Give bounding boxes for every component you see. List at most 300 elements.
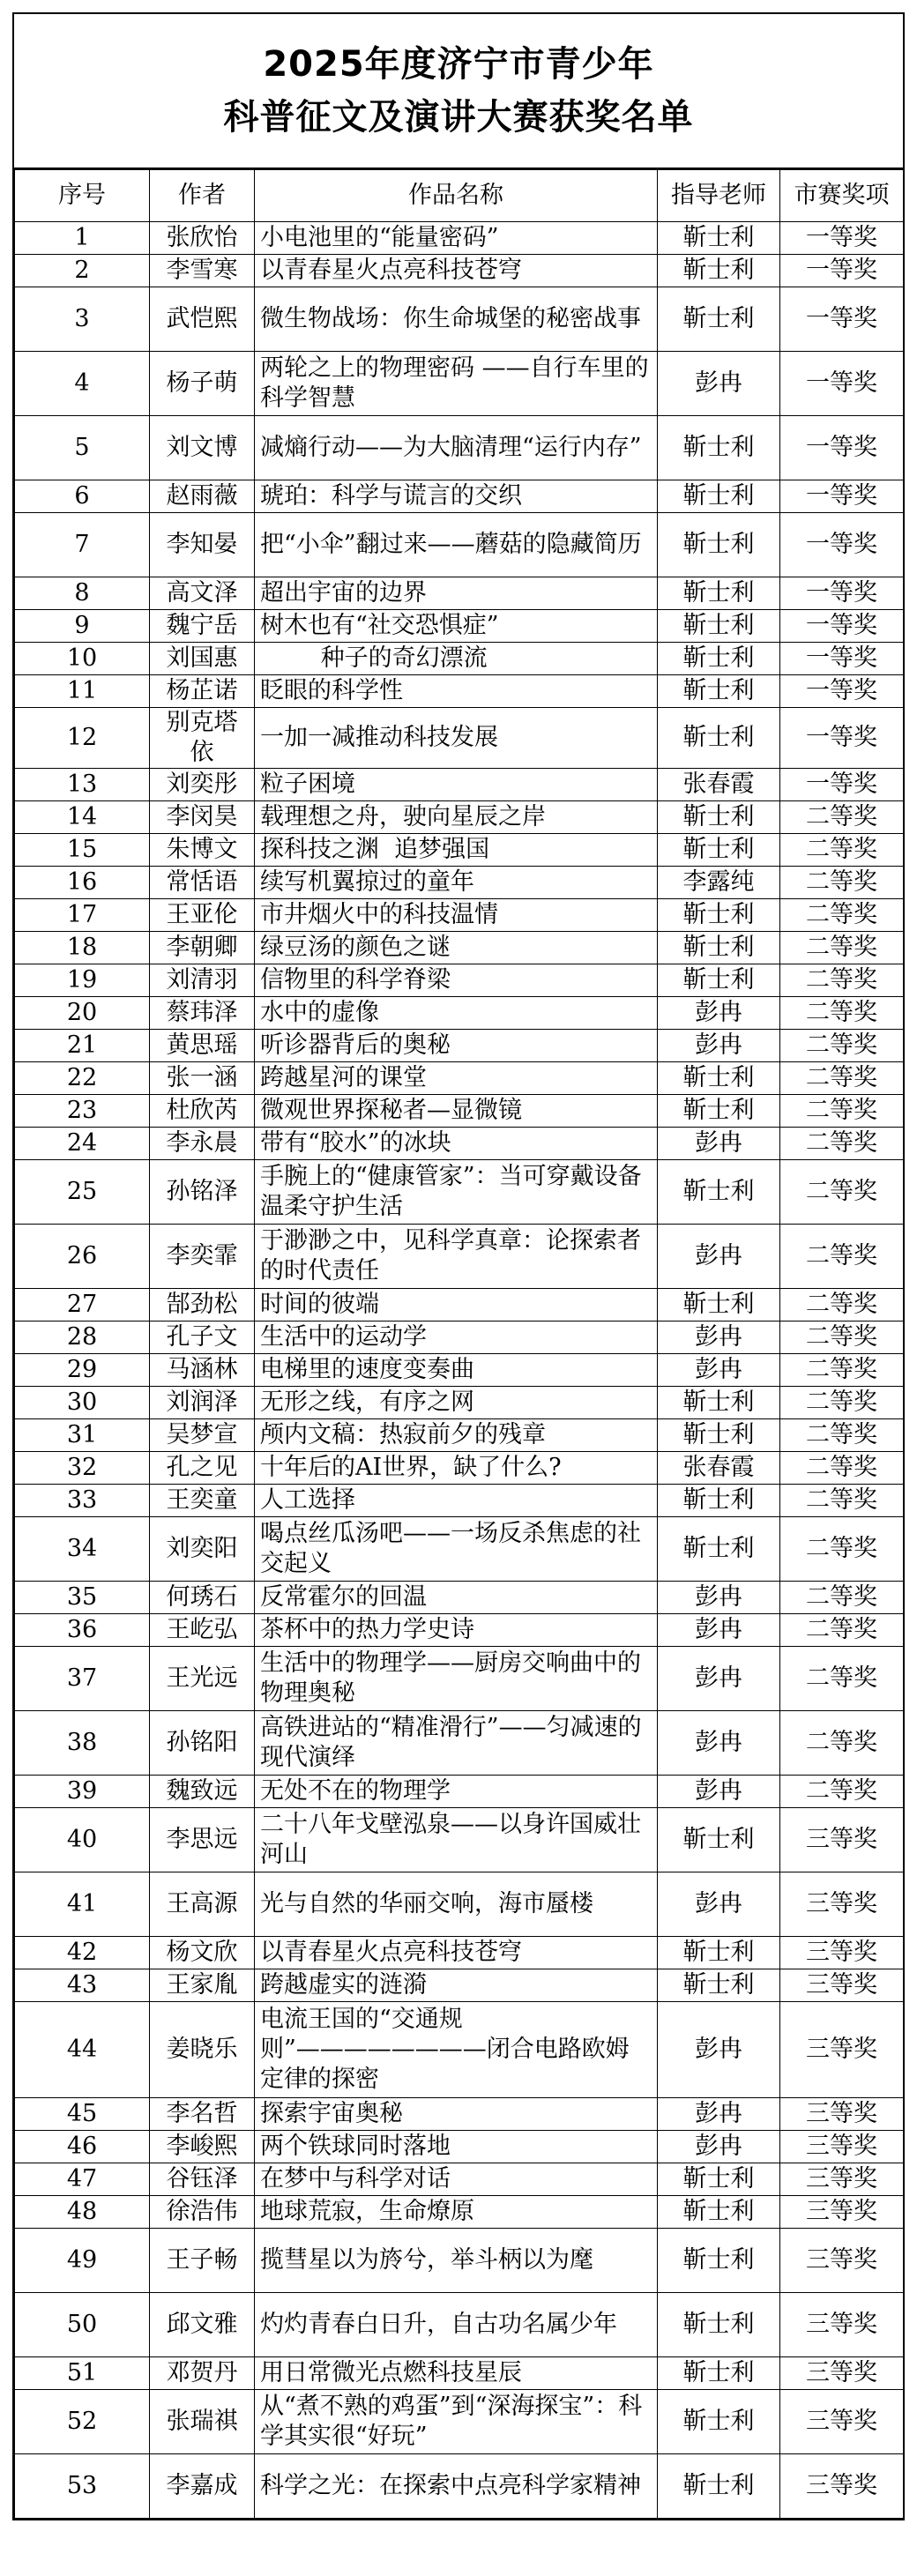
cell-author: 王亚伦 xyxy=(150,899,255,932)
cell-work-title: 电流王国的“交通规则”————————闭合电路欧姆定律的探密 xyxy=(255,2002,658,2098)
cell-author: 李朝卿 xyxy=(150,932,255,964)
cell-award: 二等奖 xyxy=(780,1289,904,1322)
cell-number: 22 xyxy=(15,1062,150,1095)
table-row xyxy=(15,2196,904,2229)
cell-author: 高文泽 xyxy=(150,577,255,610)
cell-work-title: 眨眼的科学性 xyxy=(255,675,658,708)
cell-number: 53 xyxy=(15,2454,150,2519)
cell-author: 刘国惠 xyxy=(150,643,255,675)
cell-number: 30 xyxy=(15,1387,150,1419)
cell-work-title: 高铁进站的“精准滑行”——匀减速的现代演绎 xyxy=(255,1711,658,1776)
cell-number: 51 xyxy=(15,2357,150,2390)
table-row xyxy=(15,1614,904,1647)
cell-award: 二等奖 xyxy=(780,1517,904,1582)
cell-advisor: 彭冉 xyxy=(658,1647,780,1711)
cell-work-title: 绿豆汤的颜色之谜 xyxy=(255,932,658,964)
table-row xyxy=(15,1225,904,1289)
cell-advisor: 靳士利 xyxy=(658,222,780,255)
cell-award: 三等奖 xyxy=(780,1937,904,1969)
table-row xyxy=(15,1776,904,1808)
cell-advisor: 彭冉 xyxy=(658,2098,780,2131)
table-row xyxy=(15,899,904,932)
cell-advisor: 李露纯 xyxy=(658,867,780,899)
cell-award: 一等奖 xyxy=(780,416,904,480)
cell-number: 15 xyxy=(15,834,150,867)
cell-work-title: 光与自然的华丽交响，海市蜃楼 xyxy=(255,1872,658,1937)
cell-work-title: 无形之线，有序之网 xyxy=(255,1387,658,1419)
cell-advisor: 靳士利 xyxy=(658,2229,780,2293)
cell-author: 王奕童 xyxy=(150,1485,255,1517)
cell-advisor: 彭冉 xyxy=(658,1225,780,1289)
cell-advisor: 彭冉 xyxy=(658,997,780,1030)
cell-advisor: 靳士利 xyxy=(658,2163,780,2196)
cell-work-title: 反常霍尔的回温 xyxy=(255,1582,658,1614)
cell-advisor: 靳士利 xyxy=(658,1485,780,1517)
cell-award: 三等奖 xyxy=(780,1969,904,2002)
cell-award: 一等奖 xyxy=(780,513,904,577)
table-row xyxy=(15,513,904,577)
cell-advisor: 靳士利 xyxy=(658,643,780,675)
table-row xyxy=(15,2357,904,2390)
cell-work-title: 科学之光：在探索中点亮科学家精神 xyxy=(255,2454,658,2519)
cell-award: 二等奖 xyxy=(780,801,904,834)
cell-award: 一等奖 xyxy=(780,255,904,287)
cell-author: 刘清羽 xyxy=(150,964,255,997)
cell-work-title: 探索宇宙奥秘 xyxy=(255,2098,658,2131)
cell-award: 三等奖 xyxy=(780,1808,904,1872)
cell-advisor: 靳士利 xyxy=(658,964,780,997)
cell-work-title: 带有“胶水”的冰块 xyxy=(255,1128,658,1160)
cell-award: 二等奖 xyxy=(780,1095,904,1128)
cell-advisor: 靳士利 xyxy=(658,899,780,932)
cell-award: 一等奖 xyxy=(780,610,904,643)
cell-advisor: 靳士利 xyxy=(658,1419,780,1452)
cell-work-title: 种子的奇幻漂流 xyxy=(255,643,658,675)
cell-number: 17 xyxy=(15,899,150,932)
cell-work-title: 用日常微光点燃科技星辰 xyxy=(255,2357,658,2390)
cell-work-title: 以青春星火点亮科技苍穹 xyxy=(255,255,658,287)
table-row xyxy=(15,1808,904,1872)
table-row xyxy=(15,480,904,513)
cell-number: 14 xyxy=(15,801,150,834)
cell-author: 王家胤 xyxy=(150,1969,255,2002)
cell-author: 邓贺丹 xyxy=(150,2357,255,2390)
cell-advisor: 张春霞 xyxy=(658,769,780,801)
cell-work-title: 两个铁球同时落地 xyxy=(255,2131,658,2163)
cell-award: 一等奖 xyxy=(780,480,904,513)
cell-award: 三等奖 xyxy=(780,2229,904,2293)
table-row xyxy=(15,2163,904,2196)
cell-advisor: 靳士利 xyxy=(658,2390,780,2454)
cell-number: 1 xyxy=(15,222,150,255)
cell-award: 二等奖 xyxy=(780,1647,904,1711)
cell-advisor: 靳士利 xyxy=(658,932,780,964)
cell-award: 二等奖 xyxy=(780,964,904,997)
title-line-2: 科普征文及演讲大赛获奖名单 xyxy=(223,97,694,138)
cell-number: 37 xyxy=(15,1647,150,1711)
table-row xyxy=(15,964,904,997)
cell-work-title: 从“煮不熟的鸡蛋”到“深海探宝”：科学其实很“好玩” xyxy=(255,2390,658,2454)
cell-award: 一等奖 xyxy=(780,643,904,675)
cell-work-title: 市井烟火中的科技温情 xyxy=(255,899,658,932)
cell-award: 二等奖 xyxy=(780,932,904,964)
cell-work-title: 茶杯中的热力学史诗 xyxy=(255,1614,658,1647)
cell-advisor: 彭冉 xyxy=(658,1030,780,1062)
cell-award: 一等奖 xyxy=(780,708,904,769)
cell-author: 王屹弘 xyxy=(150,1614,255,1647)
cell-work-title: 听诊器背后的奥秘 xyxy=(255,1030,658,1062)
cell-work-title: 十年后的AI世界，缺了什么? xyxy=(255,1452,658,1485)
table-row xyxy=(15,1354,904,1387)
table-row xyxy=(15,867,904,899)
cell-award: 二等奖 xyxy=(780,899,904,932)
cell-award: 二等奖 xyxy=(780,1030,904,1062)
cell-advisor: 靳士利 xyxy=(658,416,780,480)
cell-work-title: 揽彗星以为旍兮，举斗柄以为麾 xyxy=(255,2229,658,2293)
cell-author: 魏致远 xyxy=(150,1776,255,1808)
cell-work-title: 无处不在的物理学 xyxy=(255,1776,658,1808)
cell-work-title: 二十八年戈壁泓泉——以身许国威壮河山 xyxy=(255,1808,658,1872)
cell-author: 姜晓乐 xyxy=(150,2002,255,2098)
cell-author: 武恺熙 xyxy=(150,287,255,352)
title-line-1: 2025年度济宁市青少年 xyxy=(263,44,654,85)
cell-number: 6 xyxy=(15,480,150,513)
cell-work-title: 电梯里的速度变奏曲 xyxy=(255,1354,658,1387)
cell-advisor: 靳士利 xyxy=(658,1937,780,1969)
cell-number: 45 xyxy=(15,2098,150,2131)
cell-work-title: 手腕上的“健康管家”：当可穿戴设备温柔守护生活 xyxy=(255,1160,658,1225)
cell-advisor: 彭冉 xyxy=(658,1128,780,1160)
cell-award: 三等奖 xyxy=(780,2163,904,2196)
cell-advisor: 靳士利 xyxy=(658,1160,780,1225)
table-row xyxy=(15,1485,904,1517)
table-row xyxy=(15,1582,904,1614)
cell-author: 黄思瑶 xyxy=(150,1030,255,1062)
cell-advisor: 靳士利 xyxy=(658,2196,780,2229)
award-table-body xyxy=(15,222,904,2519)
table-row xyxy=(15,675,904,708)
cell-advisor: 靳士利 xyxy=(658,801,780,834)
cell-advisor: 彭冉 xyxy=(658,1354,780,1387)
table-row xyxy=(15,1969,904,2002)
cell-award: 三等奖 xyxy=(780,2131,904,2163)
cell-number: 47 xyxy=(15,2163,150,2196)
cell-author: 李嘉成 xyxy=(150,2454,255,2519)
cell-work-title: 两轮之上的物理密码 ——自行车里的科学智慧 xyxy=(255,352,658,416)
cell-number: 36 xyxy=(15,1614,150,1647)
cell-award: 二等奖 xyxy=(780,1614,904,1647)
cell-work-title: 小电池里的“能量密码” xyxy=(255,222,658,255)
cell-number: 48 xyxy=(15,2196,150,2229)
cell-number: 29 xyxy=(15,1354,150,1387)
cell-work-title: 在梦中与科学对话 xyxy=(255,2163,658,2196)
table-row xyxy=(15,1452,904,1485)
cell-number: 12 xyxy=(15,708,150,769)
cell-work-title: 水中的虚像 xyxy=(255,997,658,1030)
table-row xyxy=(15,801,904,834)
cell-number: 46 xyxy=(15,2131,150,2163)
table-row xyxy=(15,416,904,480)
cell-author: 李雪寒 xyxy=(150,255,255,287)
cell-work-title: 喝点丝瓜汤吧——一场反杀焦虑的社交起义 xyxy=(255,1517,658,1582)
cell-author: 刘奕阳 xyxy=(150,1517,255,1582)
header-author: 作者 xyxy=(150,170,255,222)
cell-number: 20 xyxy=(15,997,150,1030)
cell-author: 李思远 xyxy=(150,1808,255,1872)
cell-award: 二等奖 xyxy=(780,1128,904,1160)
cell-advisor: 靳士利 xyxy=(658,2357,780,2390)
table-row xyxy=(15,255,904,287)
cell-award: 二等奖 xyxy=(780,1387,904,1419)
cell-number: 11 xyxy=(15,675,150,708)
cell-number: 35 xyxy=(15,1582,150,1614)
cell-number: 27 xyxy=(15,1289,150,1322)
cell-work-title: 以青春星火点亮科技苍穹 xyxy=(255,1937,658,1969)
cell-work-title: 树木也有“社交恐惧症” xyxy=(255,610,658,643)
cell-author: 吴梦宣 xyxy=(150,1419,255,1452)
table-row xyxy=(15,643,904,675)
cell-work-title: 跨越虚实的涟漪 xyxy=(255,1969,658,2002)
cell-advisor: 靳士利 xyxy=(658,480,780,513)
cell-award: 二等奖 xyxy=(780,1322,904,1354)
header-award: 市赛奖项 xyxy=(780,170,904,222)
cell-advisor: 靳士利 xyxy=(658,708,780,769)
cell-work-title: 探科技之渊 追梦强国 xyxy=(255,834,658,867)
table-row xyxy=(15,708,904,769)
cell-number: 42 xyxy=(15,1937,150,1969)
cell-advisor: 张春霞 xyxy=(658,1452,780,1485)
cell-author: 徐浩伟 xyxy=(150,2196,255,2229)
cell-award: 三等奖 xyxy=(780,2293,904,2357)
cell-work-title: 颅内文稿：热寂前夕的残章 xyxy=(255,1419,658,1452)
cell-author: 李名哲 xyxy=(150,2098,255,2131)
document-title xyxy=(14,14,903,169)
cell-award: 三等奖 xyxy=(780,2196,904,2229)
cell-work-title: 生活中的物理学——厨房交响曲中的物理奥秘 xyxy=(255,1647,658,1711)
table-row xyxy=(15,2131,904,2163)
cell-work-title: 时间的彼端 xyxy=(255,1289,658,1322)
cell-author: 杜欣芮 xyxy=(150,1095,255,1128)
cell-advisor: 彭冉 xyxy=(658,352,780,416)
table-row xyxy=(15,610,904,643)
award-table xyxy=(14,169,904,2519)
cell-advisor: 彭冉 xyxy=(658,1322,780,1354)
header-number: 序号 xyxy=(15,170,150,222)
cell-number: 39 xyxy=(15,1776,150,1808)
cell-author: 谷钰泽 xyxy=(150,2163,255,2196)
cell-number: 44 xyxy=(15,2002,150,2098)
cell-advisor: 靳士利 xyxy=(658,513,780,577)
table-row xyxy=(15,1517,904,1582)
cell-award: 二等奖 xyxy=(780,1419,904,1452)
cell-work-title: 琥珀：科学与谎言的交织 xyxy=(255,480,658,513)
cell-award: 二等奖 xyxy=(780,1354,904,1387)
table-row xyxy=(15,1160,904,1225)
cell-author: 李知晏 xyxy=(150,513,255,577)
table-row xyxy=(15,1289,904,1322)
cell-advisor: 彭冉 xyxy=(658,1872,780,1937)
cell-author: 魏宁岳 xyxy=(150,610,255,643)
cell-award: 三等奖 xyxy=(780,2002,904,2098)
cell-work-title: 微观世界探秘者—显微镜 xyxy=(255,1095,658,1128)
cell-number: 32 xyxy=(15,1452,150,1485)
cell-author: 孔子文 xyxy=(150,1322,255,1354)
table-row xyxy=(15,1872,904,1937)
cell-number: 31 xyxy=(15,1419,150,1452)
cell-author: 刘润泽 xyxy=(150,1387,255,1419)
cell-author: 别克塔依 xyxy=(150,708,255,769)
cell-work-title: 减熵行动——为大脑清理“运行内存” xyxy=(255,416,658,480)
table-row xyxy=(15,932,904,964)
table-row xyxy=(15,287,904,352)
cell-award: 二等奖 xyxy=(780,1062,904,1095)
cell-advisor: 彭冉 xyxy=(658,1711,780,1776)
table-row xyxy=(15,2454,904,2519)
cell-number: 9 xyxy=(15,610,150,643)
cell-number: 21 xyxy=(15,1030,150,1062)
cell-author: 张一涵 xyxy=(150,1062,255,1095)
cell-author: 邱文雅 xyxy=(150,2293,255,2357)
cell-number: 38 xyxy=(15,1711,150,1776)
cell-number: 40 xyxy=(15,1808,150,1872)
cell-author: 王子畅 xyxy=(150,2229,255,2293)
cell-author: 马涵林 xyxy=(150,1354,255,1387)
cell-advisor: 靳士利 xyxy=(658,1808,780,1872)
table-row xyxy=(15,769,904,801)
cell-author: 刘文博 xyxy=(150,416,255,480)
cell-advisor: 彭冉 xyxy=(658,2002,780,2098)
cell-author: 蔡玮泽 xyxy=(150,997,255,1030)
cell-award: 一等奖 xyxy=(780,675,904,708)
cell-advisor: 靳士利 xyxy=(658,834,780,867)
cell-award: 二等奖 xyxy=(780,834,904,867)
header-work-title: 作品名称 xyxy=(255,170,658,222)
cell-author: 李奕霏 xyxy=(150,1225,255,1289)
cell-work-title: 灼灼青春白日升，自古功名属少年 xyxy=(255,2293,658,2357)
cell-author: 郜劲松 xyxy=(150,1289,255,1322)
cell-number: 7 xyxy=(15,513,150,577)
cell-work-title: 超出宇宙的边界 xyxy=(255,577,658,610)
cell-number: 43 xyxy=(15,1969,150,2002)
cell-award: 二等奖 xyxy=(780,1160,904,1225)
cell-number: 10 xyxy=(15,643,150,675)
cell-advisor: 彭冉 xyxy=(658,2131,780,2163)
cell-work-title: 于渺渺之中，见科学真章：论探索者的时代责任 xyxy=(255,1225,658,1289)
cell-award: 二等奖 xyxy=(780,1452,904,1485)
cell-author: 常恬语 xyxy=(150,867,255,899)
cell-author: 李闵昊 xyxy=(150,801,255,834)
cell-work-title: 跨越星河的课堂 xyxy=(255,1062,658,1095)
cell-work-title: 地球荒寂，生命燎原 xyxy=(255,2196,658,2229)
cell-award: 三等奖 xyxy=(780,2454,904,2519)
cell-advisor: 彭冉 xyxy=(658,1582,780,1614)
table-row xyxy=(15,1647,904,1711)
cell-number: 3 xyxy=(15,287,150,352)
cell-award: 二等奖 xyxy=(780,1485,904,1517)
table-row xyxy=(15,1128,904,1160)
cell-author: 赵雨薇 xyxy=(150,480,255,513)
table-row xyxy=(15,1419,904,1452)
cell-number: 4 xyxy=(15,352,150,416)
table-row xyxy=(15,997,904,1030)
cell-advisor: 彭冉 xyxy=(658,1614,780,1647)
cell-number: 23 xyxy=(15,1095,150,1128)
cell-award: 一等奖 xyxy=(780,352,904,416)
cell-work-title: 把“小伞”翻过来——蘑菇的隐藏简历 xyxy=(255,513,658,577)
cell-advisor: 靳士利 xyxy=(658,1517,780,1582)
cell-award: 二等奖 xyxy=(780,1711,904,1776)
cell-number: 13 xyxy=(15,769,150,801)
cell-work-title: 微生物战场：你生命城堡的秘密战事 xyxy=(255,287,658,352)
cell-advisor: 靳士利 xyxy=(658,1387,780,1419)
cell-award: 二等奖 xyxy=(780,867,904,899)
header-advisor: 指导老师 xyxy=(658,170,780,222)
cell-award: 二等奖 xyxy=(780,1225,904,1289)
cell-award: 三等奖 xyxy=(780,2098,904,2131)
table-row xyxy=(15,1387,904,1419)
award-list-sheet xyxy=(12,12,905,2520)
cell-work-title: 载理想之舟，驶向星辰之岸 xyxy=(255,801,658,834)
cell-author: 刘奕彤 xyxy=(150,769,255,801)
cell-author: 朱博文 xyxy=(150,834,255,867)
cell-work-title: 粒子困境 xyxy=(255,769,658,801)
table-row xyxy=(15,1030,904,1062)
table-row xyxy=(15,2229,904,2293)
cell-author: 孙铭泽 xyxy=(150,1160,255,1225)
cell-author: 张欣怡 xyxy=(150,222,255,255)
cell-number: 49 xyxy=(15,2229,150,2293)
cell-work-title: 一加一减推动科技发展 xyxy=(255,708,658,769)
cell-number: 25 xyxy=(15,1160,150,1225)
cell-work-title: 信物里的科学脊梁 xyxy=(255,964,658,997)
table-row xyxy=(15,2098,904,2131)
table-row xyxy=(15,577,904,610)
cell-author: 王光远 xyxy=(150,1647,255,1711)
cell-author: 王高源 xyxy=(150,1872,255,1937)
table-row xyxy=(15,222,904,255)
cell-author: 何琇石 xyxy=(150,1582,255,1614)
cell-number: 16 xyxy=(15,867,150,899)
cell-author: 杨芷诺 xyxy=(150,675,255,708)
cell-award: 二等奖 xyxy=(780,997,904,1030)
table-row xyxy=(15,2293,904,2357)
cell-number: 24 xyxy=(15,1128,150,1160)
cell-number: 26 xyxy=(15,1225,150,1289)
table-row xyxy=(15,2390,904,2454)
table-row xyxy=(15,1711,904,1776)
cell-number: 2 xyxy=(15,255,150,287)
cell-advisor: 靳士利 xyxy=(658,610,780,643)
cell-number: 18 xyxy=(15,932,150,964)
cell-advisor: 靳士利 xyxy=(658,675,780,708)
cell-advisor: 彭冉 xyxy=(658,1776,780,1808)
cell-award: 三等奖 xyxy=(780,1872,904,1937)
cell-advisor: 靳士利 xyxy=(658,1095,780,1128)
table-row xyxy=(15,352,904,416)
cell-number: 34 xyxy=(15,1517,150,1582)
cell-award: 一等奖 xyxy=(780,222,904,255)
cell-number: 28 xyxy=(15,1322,150,1354)
cell-advisor: 靳士利 xyxy=(658,287,780,352)
cell-number: 8 xyxy=(15,577,150,610)
table-header-row xyxy=(15,170,904,222)
cell-award: 二等奖 xyxy=(780,1582,904,1614)
cell-author: 孙铭阳 xyxy=(150,1711,255,1776)
cell-advisor: 靳士利 xyxy=(658,2454,780,2519)
table-row xyxy=(15,1095,904,1128)
cell-advisor: 靳士利 xyxy=(658,255,780,287)
cell-author: 孔之见 xyxy=(150,1452,255,1485)
